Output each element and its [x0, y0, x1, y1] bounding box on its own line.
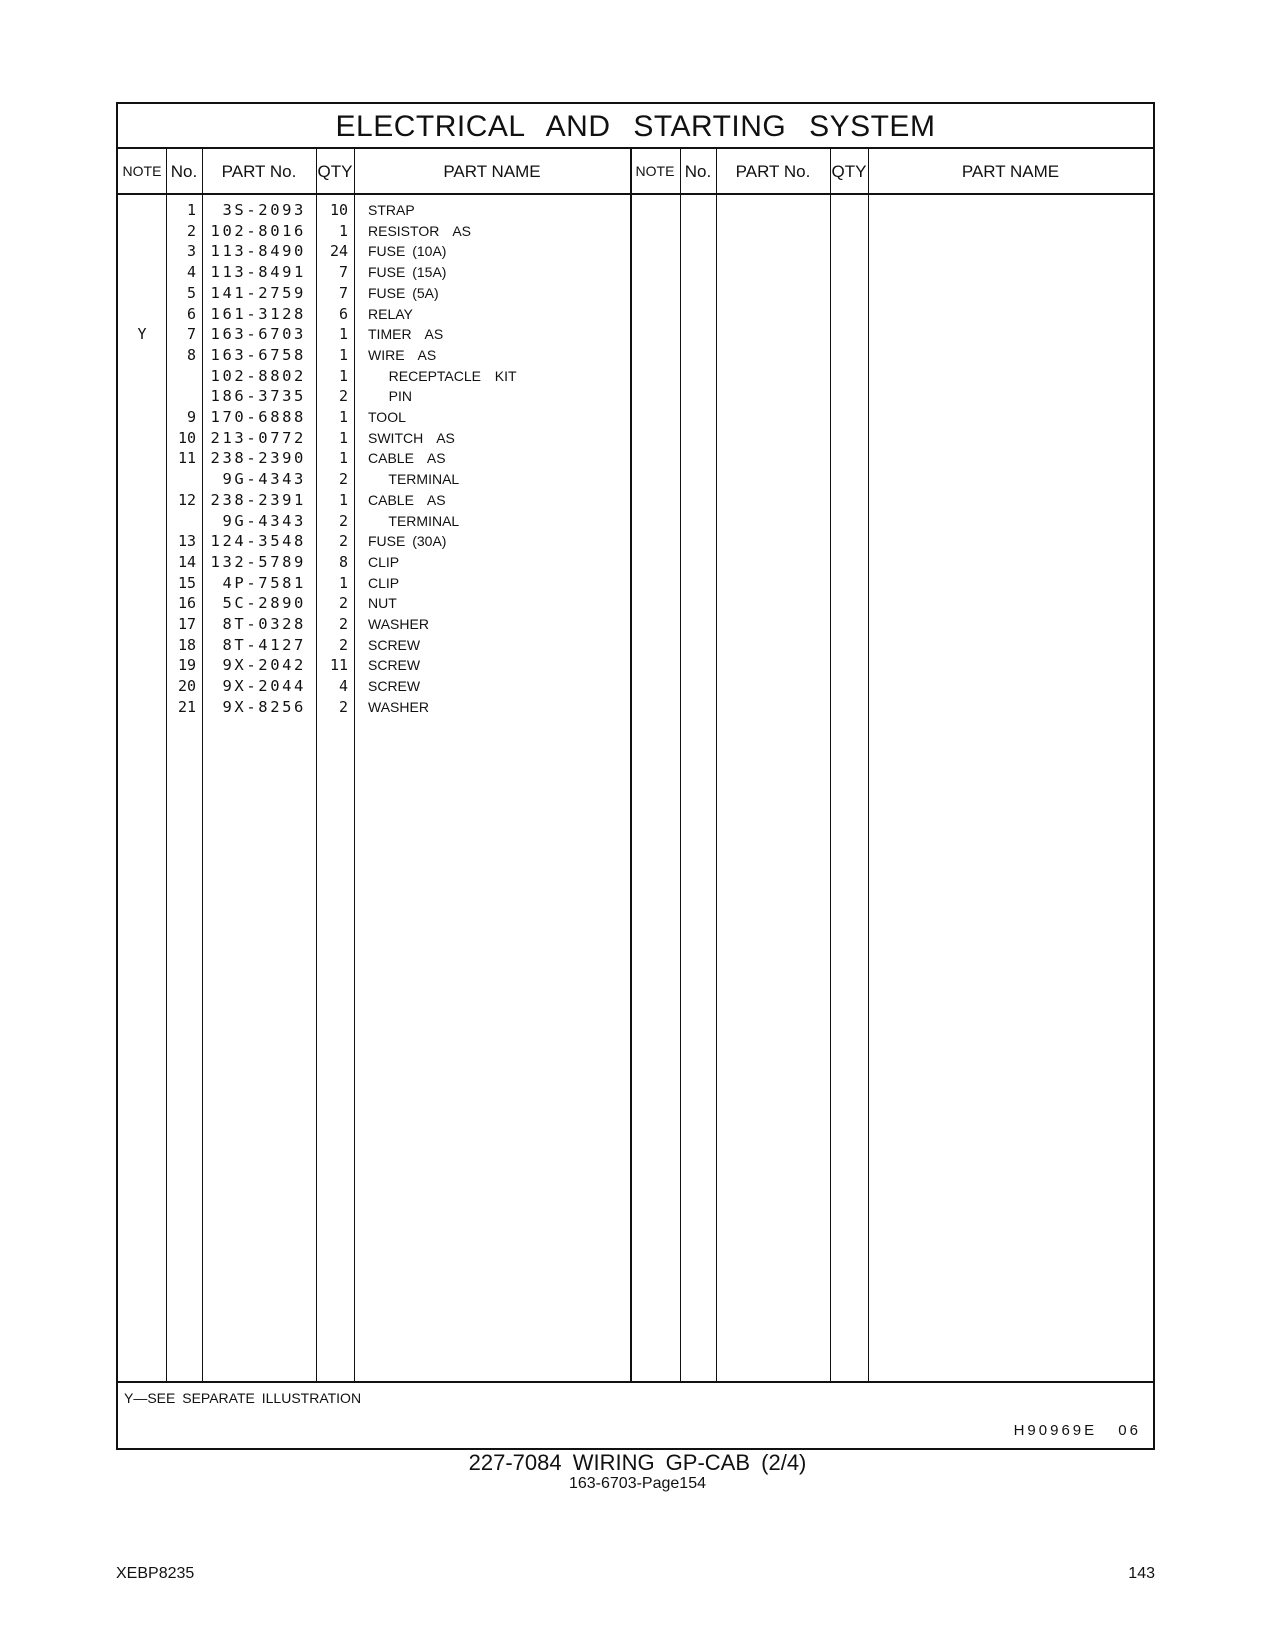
- item-number-cell: 8: [186, 345, 196, 364]
- part-number-cell: 113-8491: [210, 263, 306, 282]
- table-row: [118, 469, 630, 491]
- item-number-cell: 21: [177, 697, 196, 716]
- table-row: [118, 304, 630, 326]
- part-number-cell: 124-3548: [210, 532, 306, 551]
- header-divider: [118, 193, 1153, 195]
- table-row: [118, 655, 630, 677]
- part-name-cell: RECEPTACLE KIT: [368, 367, 517, 384]
- part-name-cell: STRAP: [368, 202, 415, 218]
- group-title: 227-7084 WIRING GP-CAB (2/4): [468, 1450, 807, 1475]
- item-number-cell: 14: [177, 552, 196, 571]
- part-number-cell: 3S-2093: [222, 201, 306, 219]
- table-row: [118, 614, 630, 636]
- part-number-cell: 170-6888: [210, 408, 306, 426]
- quantity-cell: 7: [338, 283, 348, 302]
- part-number-cell: 4P-7581: [222, 573, 306, 592]
- table-row: [118, 448, 630, 470]
- quantity-cell: 7: [338, 263, 348, 282]
- item-number-cell: 17: [177, 615, 196, 633]
- table-row: [118, 511, 630, 533]
- part-name-cell: SCREW: [368, 657, 421, 674]
- col-divider: [830, 149, 831, 1382]
- table-row: [118, 324, 630, 346]
- table-row: [118, 428, 630, 450]
- item-number-cell: 10: [177, 428, 196, 447]
- quantity-cell: 1: [338, 490, 348, 509]
- table-row: [118, 283, 630, 305]
- part-name-cell: WASHER: [368, 698, 429, 715]
- part-name-cell: RESISTOR AS: [368, 222, 471, 239]
- footnote: Y—SEE SEPARATE ILLUSTRATION: [124, 1390, 362, 1406]
- part-number-cell: 163-6758: [210, 345, 306, 364]
- publication-number: XEBP8235: [116, 1565, 195, 1582]
- part-number-cell: 8T-0328: [222, 615, 306, 633]
- quantity-cell: 4: [338, 677, 348, 696]
- quantity-cell: 10: [329, 201, 348, 219]
- part-number-cell: 9X-2042: [222, 656, 306, 675]
- page-reference: 163-6703-Page154: [568, 1475, 706, 1492]
- table-row: [118, 366, 630, 388]
- quantity-cell: 1: [338, 408, 348, 426]
- item-number-cell: 18: [177, 635, 196, 654]
- quantity-cell: 2: [338, 615, 348, 633]
- table-row: [118, 241, 630, 263]
- quantity-cell: 2: [338, 470, 348, 489]
- part-name-cell: PIN: [368, 388, 413, 405]
- quantity-cell: 24: [329, 242, 348, 261]
- part-name-cell: WASHER: [368, 616, 429, 632]
- quantity-cell: 1: [338, 366, 348, 385]
- item-number-cell: 15: [177, 573, 196, 592]
- part-number-cell: 161-3128: [210, 304, 306, 323]
- item-number-cell: 13: [177, 532, 196, 551]
- table-row: [118, 573, 630, 595]
- item-number-cell: 7: [186, 325, 196, 344]
- footer-divider: [118, 1381, 1153, 1383]
- header-part-name: PART NAME: [443, 162, 541, 181]
- part-name-cell: SCREW: [368, 636, 421, 653]
- item-number-cell: 11: [177, 449, 196, 468]
- quantity-cell: 1: [338, 449, 348, 468]
- quantity-cell: 2: [338, 594, 348, 613]
- quantity-cell: 2: [338, 635, 348, 654]
- item-number-cell: 9: [186, 408, 196, 426]
- quantity-cell: 11: [329, 656, 348, 675]
- quantity-cell: 2: [338, 511, 348, 530]
- part-number-cell: 132-5789: [210, 552, 306, 571]
- part-number-cell: 141-2759: [210, 283, 306, 302]
- part-name-cell: TOOL: [368, 409, 406, 425]
- part-name-cell: FUSE (5A): [368, 284, 439, 301]
- reference-code: H90969E 06: [1013, 1422, 1141, 1439]
- item-number-cell: 4: [186, 263, 196, 282]
- item-number-cell: 20: [177, 677, 196, 696]
- part-name-cell: TERMINAL: [368, 471, 460, 488]
- part-number-cell: 9X-8256: [222, 697, 306, 716]
- part-number-cell: 163-6703: [210, 325, 306, 344]
- table-row: [118, 697, 630, 719]
- col-divider: [680, 149, 681, 1382]
- part-number-cell: 102-8802: [210, 366, 306, 385]
- table-row: [118, 386, 630, 408]
- page-title: ELECTRICAL AND STARTING SYSTEM: [118, 104, 1153, 149]
- table-row: [118, 221, 630, 243]
- part-name-cell: CABLE AS: [368, 450, 446, 467]
- header-note: NOTE: [122, 163, 162, 179]
- header-part-no: PART No.: [221, 162, 297, 181]
- quantity-cell: 2: [338, 532, 348, 551]
- part-name-cell: TIMER AS: [368, 326, 444, 343]
- quantity-cell: 8: [338, 552, 348, 571]
- part-name-cell: TERMINAL: [368, 512, 460, 529]
- item-number-cell: 2: [186, 221, 196, 240]
- part-name-cell: FUSE (10A): [368, 243, 447, 260]
- part-name-cell: CLIP: [368, 553, 400, 570]
- table-row: [118, 407, 630, 429]
- quantity-cell: 6: [338, 304, 348, 323]
- part-number-cell: 238-2391: [210, 490, 306, 509]
- col-divider: [868, 149, 869, 1382]
- item-number-cell: 3: [186, 242, 196, 261]
- header-no-right: No.: [684, 162, 712, 181]
- table-row: [118, 635, 630, 657]
- note-cell: Y: [137, 325, 147, 344]
- item-number-cell: 12: [177, 490, 196, 509]
- item-number-cell: 5: [186, 283, 196, 302]
- part-name-cell: NUT: [368, 595, 397, 612]
- quantity-cell: 1: [338, 345, 348, 364]
- header-qty-right: QTY: [831, 162, 867, 181]
- quantity-cell: 1: [338, 325, 348, 344]
- quantity-cell: 1: [338, 428, 348, 447]
- table-row: [118, 345, 630, 367]
- header-qty: QTY: [317, 162, 353, 181]
- header-part-name-right: PART NAME: [961, 162, 1060, 181]
- table-row: [118, 552, 630, 574]
- item-number-cell: 1: [186, 201, 196, 219]
- quantity-cell: 1: [338, 573, 348, 592]
- quantity-cell: 2: [338, 697, 348, 716]
- table-row: [118, 676, 630, 698]
- part-number-cell: 113-8490: [210, 242, 306, 261]
- table-row: [118, 200, 630, 222]
- part-number-cell: 5C-2890: [222, 594, 306, 613]
- item-number-cell: 19: [177, 656, 196, 675]
- table-row: [118, 262, 630, 284]
- table-row: [118, 490, 630, 512]
- table-row: [118, 531, 630, 553]
- part-number-cell: 238-2390: [210, 449, 306, 468]
- part-name-cell: RELAY: [368, 305, 413, 322]
- part-number-cell: 102-8016: [210, 221, 306, 240]
- part-name-cell: WIRE AS: [368, 346, 437, 363]
- part-number-cell: 213-0772: [210, 428, 306, 447]
- parts-list-frame: [116, 102, 1155, 1450]
- header-part-no-right: PART No.: [735, 162, 811, 181]
- page-number: 143: [1128, 1565, 1155, 1582]
- part-name-cell: CABLE AS: [368, 491, 446, 508]
- table-row: [118, 593, 630, 615]
- part-number-cell: 9G-4343: [222, 470, 306, 489]
- part-name-cell: FUSE (30A): [368, 533, 447, 550]
- quantity-cell: 1: [338, 221, 348, 240]
- item-number-cell: 6: [186, 304, 196, 323]
- part-number-cell: 9G-4343: [222, 511, 306, 530]
- part-number-cell: 8T-4127: [222, 635, 306, 654]
- header-no: No.: [170, 162, 198, 181]
- header-note-right: NOTE: [635, 163, 675, 179]
- part-name-cell: SCREW: [368, 678, 421, 695]
- part-number-cell: 186-3735: [210, 387, 306, 406]
- item-number-cell: 16: [177, 594, 196, 613]
- part-number-cell: 9X-2044: [222, 677, 306, 696]
- part-name-cell: FUSE (15A): [368, 264, 447, 281]
- part-name-cell: CLIP: [368, 574, 400, 591]
- col-divider: [716, 149, 717, 1382]
- part-name-cell: SWITCH AS: [368, 429, 455, 446]
- quantity-cell: 2: [338, 387, 348, 406]
